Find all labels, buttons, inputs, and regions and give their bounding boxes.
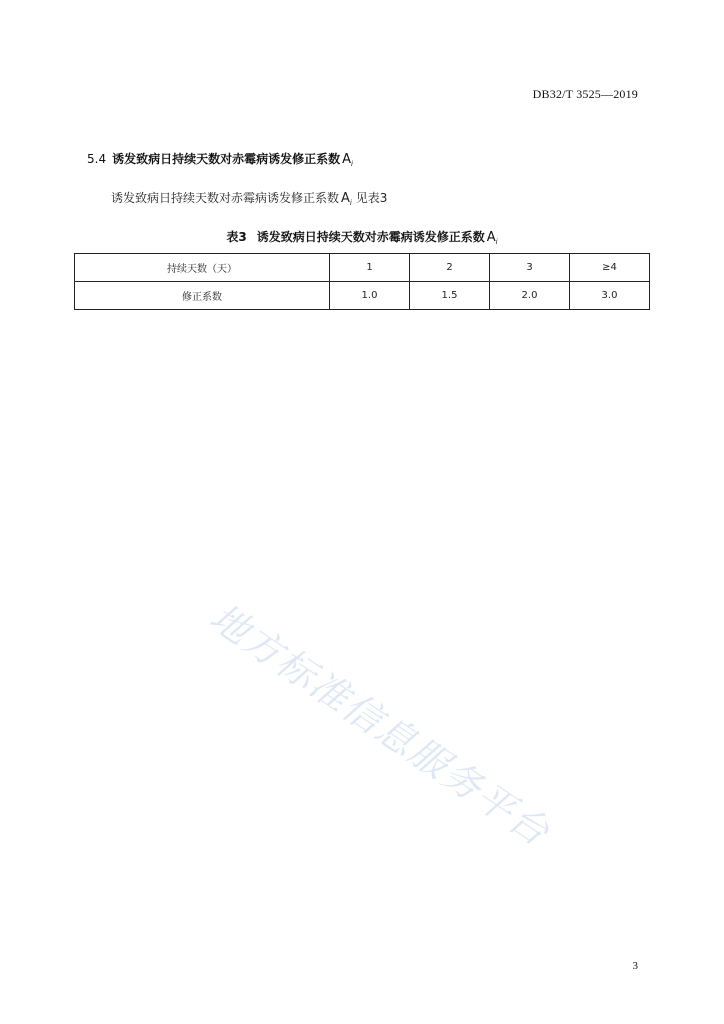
paragraph-text: 诱发致病日持续天数对赤霉病诱发修正系数 [111,191,340,205]
table-cell: ≥4 [570,254,650,282]
section-title: 诱发致病日持续天数对赤霉病诱发修正系数 [112,152,341,166]
page-number: 3 [632,960,638,972]
section-number: 5.4 [87,152,107,166]
section-symbol-subscript: i [351,160,353,168]
table-cell: 1.0 [330,282,410,310]
table-caption [0,228,724,246]
coefficient-table [74,253,650,310]
table-caption-label: 表3 [226,230,247,244]
table-caption-symbol-letter: A [486,230,496,245]
table-cell: 1 [330,254,410,282]
table-row-coefficient [75,282,650,310]
section-symbol [342,152,353,167]
row-header-days: 持续天数（天） [75,254,330,282]
table-cell: 1.5 [410,282,490,310]
table-caption-title: 诱发致病日持续天数对赤霉病诱发修正系数 [256,230,485,244]
section-heading [87,150,353,168]
standard-code: DB32/T 3525—2019 [532,87,638,101]
body-paragraph [111,189,387,207]
table-caption-symbol [487,230,498,245]
table-cell: 3.0 [570,282,650,310]
paragraph-symbol-letter: A [341,191,350,206]
paragraph-suffix: 见表3 [355,191,388,205]
table-row-days [75,254,650,282]
section-symbol-letter: A [342,152,352,167]
table-caption-symbol-subscript: i [495,238,498,246]
table-cell: 2.0 [490,282,570,310]
watermark: 地方标准信息服务平台 [201,594,559,855]
paragraph-symbol-subscript: i [349,199,352,207]
table-cell: 2 [410,254,490,282]
paragraph-symbol [341,191,352,206]
row-header-coefficient: 修正系数 [75,282,330,310]
table-cell: 3 [490,254,570,282]
